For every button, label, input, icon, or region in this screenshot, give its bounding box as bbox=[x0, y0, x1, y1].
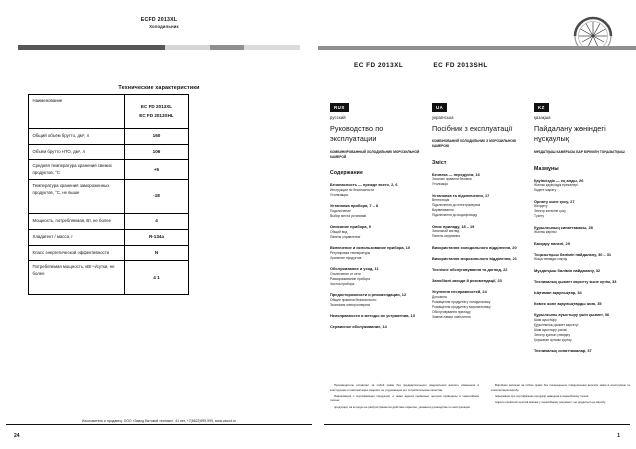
manual-subtitle: КОМБІНОВАНИЙ ХОЛОДИЛЬНИК З МОРОЗИЛЬНОЮ КАМЕРОЮ bbox=[432, 139, 517, 149]
color-bar-segment-1 bbox=[165, 45, 210, 50]
model-name-1: EC FD 2013XL bbox=[354, 62, 404, 69]
toc-entry[interactable]: Опис приладу, 18 – 19 bbox=[432, 223, 475, 229]
table-row bbox=[29, 230, 189, 246]
toc-subentry[interactable]: Панель управления bbox=[330, 234, 361, 239]
toc-group bbox=[432, 193, 524, 218]
fineprint-section bbox=[330, 383, 630, 411]
right-page-bar bbox=[318, 46, 636, 50]
table-row bbox=[29, 144, 189, 160]
spec-label: Хладагент / масса, г bbox=[29, 230, 125, 246]
toc-entry[interactable]: Құрылғыны ауыстыру үшін қызмет, 36 bbox=[534, 312, 610, 318]
fineprint-left bbox=[330, 383, 479, 411]
toc-group bbox=[330, 203, 422, 219]
toc-group bbox=[534, 268, 626, 274]
toc-subentry[interactable]: Электр қуатын үнемдеу bbox=[534, 332, 571, 337]
manual-title: Руководство по эксплуатации bbox=[330, 124, 384, 144]
toc-subentry[interactable]: Розміщення продуктів у морозильнику bbox=[432, 304, 491, 309]
toc-group bbox=[330, 292, 422, 308]
toc-subentry[interactable]: Выбор места установки bbox=[330, 213, 367, 218]
toc-entry[interactable]: Ықтимал ақаулықтар, 34 bbox=[534, 290, 582, 296]
toc-subentry[interactable]: Загальний вигляд bbox=[432, 229, 460, 234]
language-badge: UA bbox=[432, 103, 447, 112]
toc-entry[interactable]: Описание прибора, 9 bbox=[330, 224, 371, 230]
toc-subentry[interactable]: Экономия электроэнергии bbox=[330, 302, 371, 307]
toc-group bbox=[432, 256, 524, 262]
toc-subentry[interactable]: Отключение от сети bbox=[330, 271, 361, 276]
manual-title: Пайдалану жөніндегі нұсқаулық bbox=[534, 124, 606, 144]
toc-subentry[interactable]: Кәдеге жарату bbox=[534, 188, 557, 193]
table-row bbox=[29, 129, 189, 145]
language-column-ua bbox=[432, 96, 524, 359]
spec-label: Объём брутто НТО, дм³, л bbox=[29, 144, 125, 160]
toc-entry[interactable]: Використання холодильного відділення, 20 bbox=[432, 244, 517, 250]
toc-entry[interactable]: Усунення несправностей, 24 bbox=[432, 289, 487, 295]
spec-value-line: -18 bbox=[153, 193, 160, 199]
spec-value bbox=[125, 160, 189, 180]
toc-group bbox=[330, 245, 422, 261]
toc-group bbox=[534, 348, 626, 354]
left-footer-note: Изготовитель и продавец: ООО «Завод бытовой техники», 41 лет, +7(8622)999-999, www.zavod.ru bbox=[81, 419, 237, 423]
language-badge: KZ bbox=[534, 103, 549, 112]
toc-entry[interactable]: Запобіжні заходи й рекомендації, 23 bbox=[432, 278, 502, 284]
toc-entry[interactable]: Басқару панелі, 29 bbox=[534, 240, 570, 246]
toc-subentry[interactable]: Жалпы көрінісі bbox=[534, 230, 557, 235]
spec-value bbox=[125, 129, 189, 145]
toc-heading: Мазмұны bbox=[534, 165, 559, 172]
spec-value bbox=[125, 245, 189, 261]
toc-group bbox=[330, 324, 422, 330]
toc-heading: Зміст bbox=[432, 159, 447, 166]
toc-subentry[interactable]: Электр желісіне қосу bbox=[534, 209, 566, 214]
toc-subentry[interactable]: Общий вид bbox=[330, 229, 348, 234]
color-bar-segment-0 bbox=[18, 45, 165, 50]
spec-value-line: ЕС FD 2013XL bbox=[140, 103, 173, 109]
technical-specifications-table bbox=[28, 94, 189, 295]
toc-group bbox=[330, 313, 422, 319]
toc-entry[interactable]: Қауіпсіздік — ең алды, 26 bbox=[534, 177, 584, 183]
language-name: українська bbox=[432, 115, 454, 120]
toc-group bbox=[330, 182, 422, 198]
spec-value-line: 4 1 bbox=[153, 274, 160, 280]
toc-group bbox=[534, 241, 626, 247]
toc-entry[interactable]: Неисправности и методы их устранения, 13 bbox=[330, 313, 415, 319]
toc-subentry[interactable]: Түзету bbox=[534, 214, 545, 219]
toc-entry[interactable]: Сервисное обслуживание, 14 bbox=[330, 324, 387, 330]
toc-subentry[interactable]: Розміщення продуктів у холодильнику bbox=[432, 299, 491, 304]
right-footer-divider bbox=[324, 424, 630, 425]
spec-value-line: 160 bbox=[152, 133, 161, 138]
toc-subentry[interactable]: Хранение продуктов bbox=[330, 255, 362, 260]
toc-subentry[interactable]: Жаңа тағамды сақтау bbox=[534, 257, 568, 262]
toc-entry[interactable]: Көмек және ақаулықтарды жою, 35 bbox=[534, 301, 602, 307]
toc-subentry[interactable]: Утилизация bbox=[330, 192, 349, 197]
fineprint-paragraph: Информация о сертификации продукции, а также адреса сервисных центров приведены в гарантийном талоне; bbox=[330, 394, 479, 403]
toc-group bbox=[432, 172, 524, 188]
manual-subtitle: МҰЗДАТҚЫШ КАМЕРАСЫ БАР БІРІККЕН ТОҢАЗЫТҚЫШ bbox=[534, 149, 625, 154]
toc-group bbox=[432, 289, 524, 319]
toc-subentry[interactable]: Загальні правила безпеки bbox=[432, 177, 472, 182]
toc-group bbox=[330, 224, 422, 240]
toc-entry[interactable]: Обслуживание и уход, 11 bbox=[330, 266, 379, 272]
spec-table-title: Технические характеристики bbox=[118, 85, 200, 91]
spec-label: Температура хранения замороженных продуктов, °С, не выше bbox=[29, 180, 125, 214]
table-row bbox=[29, 214, 189, 230]
toc-entry[interactable]: Құрылғының сипаттамасы, 28 bbox=[534, 224, 593, 230]
toc-subentry[interactable]: Инструкции по безопасности bbox=[330, 187, 375, 192]
left-page-header bbox=[0, 17, 318, 29]
toc-subentry[interactable]: Чистка прибора bbox=[330, 281, 355, 286]
brand-logo bbox=[562, 16, 624, 50]
toc-entry[interactable]: Безопасность — прежде всего, 2, 6 bbox=[330, 182, 398, 188]
toc-subentry[interactable]: Жалпы қауіпсіздік ережелері bbox=[534, 183, 578, 188]
model-header-subtitle: Холодильник bbox=[149, 23, 179, 29]
brand-logo-graphic bbox=[562, 16, 624, 50]
language-column-rus bbox=[330, 96, 422, 359]
left-page-number: 24 bbox=[14, 433, 20, 439]
toc-subentry[interactable]: Утилізація bbox=[432, 182, 448, 187]
toc-subentry[interactable]: Підключення до водопроводу bbox=[432, 213, 478, 218]
spec-value-line: R-134a bbox=[148, 234, 165, 240]
toc-entry[interactable]: Орнату және қосу, 27 bbox=[534, 198, 575, 204]
spec-value bbox=[125, 180, 189, 214]
language-name: русский bbox=[330, 115, 346, 120]
spec-value bbox=[125, 144, 189, 160]
spec-label: Класс энергетической эффективности bbox=[29, 245, 125, 261]
toc-entry[interactable]: Використання морозильного відділення, 21 bbox=[432, 255, 517, 261]
spec-value-line: ЕС FD 2013SHL bbox=[139, 112, 174, 118]
model-header: ECFD 2013XL bbox=[140, 17, 178, 23]
toc-subentry[interactable]: Регулировка температуры bbox=[330, 250, 371, 255]
toc-group bbox=[534, 312, 626, 342]
toc-subentry[interactable]: Шам ауыстыру bbox=[534, 318, 557, 323]
toc-group bbox=[534, 199, 626, 219]
language-name: қазақша bbox=[534, 115, 551, 120]
toc-entry[interactable]: Техникалық қызмет көрсету және күтім, 33 bbox=[534, 279, 617, 285]
toc-entry[interactable]: Тоңазытқыш бөлімін пайдалану, 30 – 31 bbox=[534, 251, 612, 257]
toc-subentry[interactable]: Қоршаған ортаны қорғау bbox=[534, 337, 572, 342]
toc-entry[interactable]: Включение и использование прибора, 10 bbox=[330, 245, 411, 251]
table-row bbox=[29, 261, 189, 295]
spec-label: Общий объём брутто, дм³, л bbox=[29, 129, 125, 145]
toc-heading: Содержание bbox=[330, 170, 363, 177]
spec-value bbox=[125, 261, 189, 295]
toc-entry[interactable]: Мұздатқыш бөлімін пайдалану, 32 bbox=[534, 267, 601, 273]
toc-entry[interactable]: Предосторожности и рекомендации, 12 bbox=[330, 292, 407, 298]
table-row bbox=[29, 245, 189, 261]
model-name-2: EC FD 2013SHL bbox=[433, 62, 488, 69]
spec-label: Мощность, потребляемая, Вт, не более bbox=[29, 214, 125, 230]
fineprint-paragraph: Адреси сервісних центрів вказані у гарантійному документі, що додається до виробу. bbox=[494, 400, 606, 405]
toc-subentry[interactable]: Құрылғының қызмет көрсетуі bbox=[534, 323, 579, 328]
toc-group bbox=[534, 301, 626, 307]
toc-subentry[interactable]: Вентиляція bbox=[432, 198, 450, 203]
toc-group bbox=[534, 290, 626, 296]
toc-subentry[interactable]: Заміна лампи освітлення bbox=[432, 314, 471, 319]
toc-entry[interactable]: Установка та підключення, 17 bbox=[432, 192, 490, 198]
toc-subentry[interactable]: Обслуговування приладу bbox=[432, 309, 471, 314]
spec-value-line: 4 bbox=[155, 218, 158, 224]
color-bar-segment-3 bbox=[244, 45, 300, 50]
color-bar-segment-2 bbox=[210, 45, 244, 50]
right-page-number: 1 bbox=[617, 433, 620, 439]
language-badge: RUS bbox=[330, 103, 349, 112]
spec-label: Средняя температура хранения свежих продуктов, °С bbox=[29, 160, 125, 180]
toc-subentry[interactable]: Размораживание прибора bbox=[330, 276, 371, 281]
fineprint-paragraph: Производитель оставляет за собой право без предварительного уведомления вносить изменения в конструкцию и комплектацию изделия, не ухудшающие его потребительские качества. bbox=[330, 383, 479, 392]
toc-group bbox=[432, 224, 524, 240]
toc-group bbox=[534, 252, 626, 263]
fineprint-paragraph: Виробник залишає за собою право без попереднього повідомлення вносити зміни в конструкцію та комплектацію виробу. bbox=[490, 383, 630, 392]
spec-label: Потребляемая мощность, кВт·ч/сутки, не более bbox=[29, 261, 125, 295]
fineprint-paragraph: Інформація про сертифікацію продукції наведена в гарантійному талоні. bbox=[494, 394, 590, 399]
spec-value bbox=[125, 95, 189, 129]
toc-subentry[interactable]: Желдету bbox=[534, 204, 548, 209]
toc-subentry[interactable]: Общие правила безопасности bbox=[330, 297, 377, 302]
spec-value bbox=[125, 230, 189, 246]
toc-subentry[interactable]: Шам ауыстыру рәсімі bbox=[534, 328, 567, 333]
table-row bbox=[29, 180, 189, 214]
toc-subentry[interactable]: Вирівнювання bbox=[432, 208, 454, 213]
toc-subentry[interactable]: Підключення до електромережі bbox=[432, 203, 481, 208]
spec-value-line: N bbox=[154, 249, 159, 255]
table-row bbox=[29, 95, 189, 129]
toc-group bbox=[534, 279, 626, 285]
toc-entry[interactable]: Техникалық сипаттамалар, 37 bbox=[534, 348, 592, 354]
table-row bbox=[29, 160, 189, 180]
toc-group bbox=[432, 278, 524, 284]
spec-value-line: +5 bbox=[153, 166, 160, 172]
toc-entry[interactable]: Технічне обслуговування та догляд, 22 bbox=[432, 267, 508, 272]
toc-group bbox=[534, 178, 626, 194]
spec-label: Наименование bbox=[29, 95, 125, 129]
manual-title: Посібник з експлуатації bbox=[432, 124, 513, 133]
language-column-kz bbox=[534, 96, 626, 359]
toc-subentry[interactable]: Подключение bbox=[330, 208, 351, 213]
spec-value-line: 106 bbox=[152, 148, 161, 154]
fineprint-right bbox=[491, 383, 630, 411]
fineprint-paragraph: продукция, на которую не распространяется действие гарантии, указана в руководстве по эксплуатации. bbox=[334, 404, 471, 409]
toc-subentry[interactable]: Панель керування bbox=[432, 234, 461, 239]
toc-group bbox=[534, 225, 626, 236]
toc-group bbox=[432, 267, 524, 273]
toc-group bbox=[432, 245, 524, 251]
toc-entry[interactable]: Установка прибора, 7 – 8 bbox=[330, 203, 378, 209]
language-columns bbox=[330, 96, 630, 359]
toc-group bbox=[330, 266, 422, 286]
manual-subtitle: КОМБИНИРОВАННЫЙ ХОЛОДИЛЬНИК МОРОЗИЛЬНОЙ КАМЕРОЙ bbox=[330, 149, 420, 159]
toc-subentry[interactable]: Допомога bbox=[432, 294, 447, 299]
left-footer-divider bbox=[6, 424, 312, 425]
right-page bbox=[318, 0, 636, 449]
spec-value bbox=[125, 214, 189, 230]
right-page-model-list bbox=[354, 62, 488, 69]
decorative-color-bar bbox=[18, 45, 300, 50]
toc-entry[interactable]: Безпека — передусім, 16 bbox=[432, 171, 480, 177]
